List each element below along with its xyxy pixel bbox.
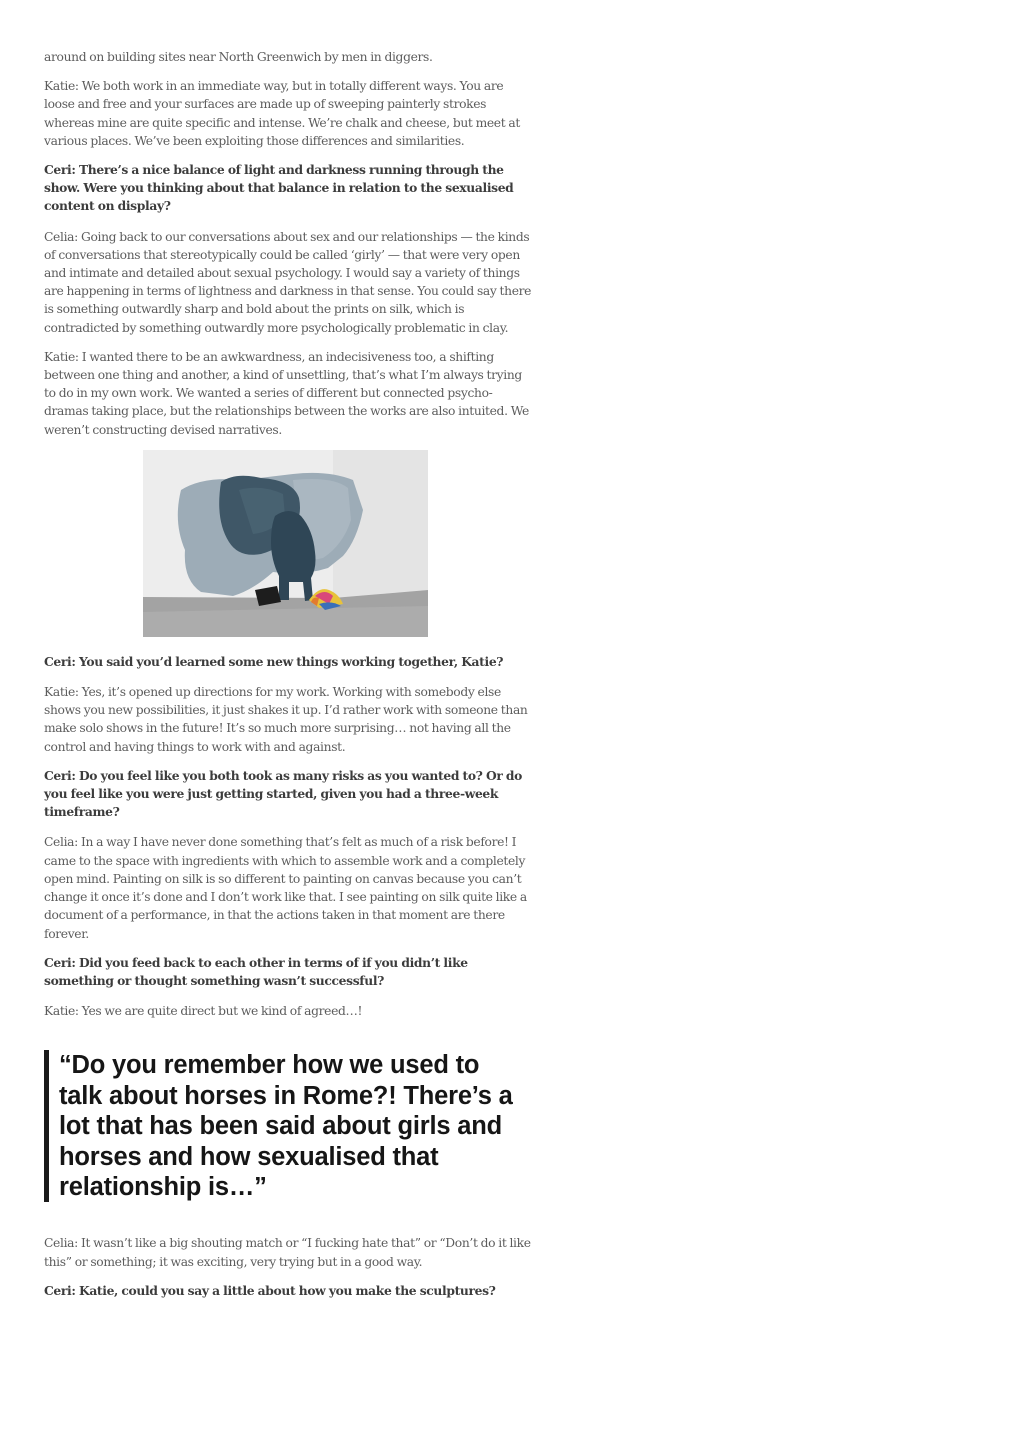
article-page (44, 48, 532, 1312)
pull-quote (44, 1050, 529, 1202)
paragraph: Katie: Yes we are quite direct but we kind of agreed…! (44, 1004, 363, 1019)
interview-question: Ceri: Do you feel like you both took as many risks as you wanted to? Or do you feel like you were just getting started, given you had a three-week timeframe? (44, 767, 522, 820)
paragraph: Celia: It wasn’t like a big shouting match or “I fucking hate that” or “Don’t do it like this” or something; it was exciting, very trying but in a good way. (44, 1236, 531, 1269)
paragraph: Katie: We both work in an immediate way, but in totally different ways. You are loose and free and your surfaces are made up of sweeping painterly strokes whereas mine are quite specific and intense. We’re chalk and cheese, but meet at various places. We’ve been exploiting those differences and similarities. (44, 79, 520, 148)
installation-photo-graphic (143, 450, 428, 637)
installation-photo (143, 450, 428, 637)
paragraph: Katie: Yes, it’s opened up directions for my work. Working with somebody else shows you new possibilities, it just shakes it up. I’d rather work with someone than make solo shows in the future! It’s so much more surprising… not having all the control and having things to work with and against. (44, 685, 528, 754)
article-section-middle (44, 653, 532, 1020)
paragraph: Celia: In a way I have never done something that’s felt as much of a risk before! I came to the space with ingredients with which to assemble work and a completely open mind. Painting on silk is so different to painting on canvas because you can’t change it once it’s done and I don’t work like that. I see painting on silk quite like a document of a performance, in that the actions taken in that moment are there forever. (44, 835, 527, 941)
interview-question: Ceri: Did you feed back to each other in terms of if you didn’t like something or thought something wasn’t successful? (44, 954, 468, 988)
paragraph: Celia: Going back to our conversations about sex and our relationships — the kinds of conversations that stereotypically could be called ‘girly’ — that were very open and intimate and detailed about sexual psychology. I would say a variety of things are happening in terms of lightness and darkness in that sense. You could say there is something outwardly sharp and bold about the prints on silk, which is contradicted by something outwardly more psychologically problematic in clay. (44, 229, 532, 335)
article-section-bottom (44, 1234, 532, 1300)
interview-question: Ceri: There’s a nice balance of light and darkness running through the show. Were you thinking about that balance in relation to the sexualised content on display? (44, 162, 514, 214)
pull-quote-text: “Do you remember how we used to talk about horses in Rome?! There’s a lot that has been said about girls and horses and how sexualised that relationship is…” (59, 1051, 513, 1201)
interview-question: Ceri: Katie, could you say a little about how you make the sculptures? (44, 1282, 496, 1298)
paragraph: Katie: I wanted there to be an awkwardness, an indecisiveness too, a shifting between one thing and another, a kind of unsettling, that’s what I’m always trying to do in my own work. We wanted a series of different but connected psycho-dramas taking place, but the relationships between the works are also intuited. We weren’t constructing devised narratives. (44, 349, 529, 437)
article-section-top (44, 48, 532, 439)
paragraph: around on building sites near North Greenwich by men in diggers. (44, 50, 433, 64)
interview-question: Ceri: You said you’d learned some new things working together, Katie? (44, 653, 504, 669)
